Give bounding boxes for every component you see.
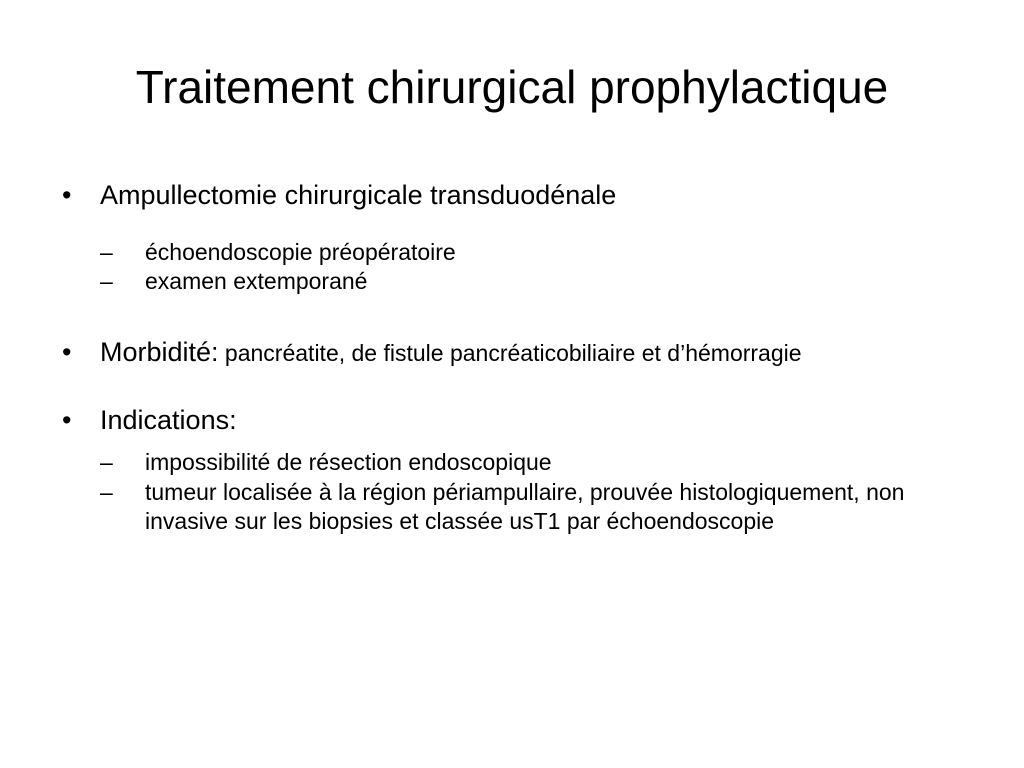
bullet-text: pancréatite, de fistule pancréaticobiliaire et d’hémorragie: [218, 339, 802, 366]
sub-text: impossibilité de résection endoscopique: [145, 449, 552, 476]
sub-item: [100, 448, 962, 477]
sub-item: [100, 478, 962, 537]
bullet-item: [62, 337, 962, 369]
sub-item: [100, 267, 962, 296]
dash-glyph: –: [100, 449, 113, 476]
sub-text: examen extemporané: [145, 268, 368, 295]
bullet-glyph: •: [62, 336, 72, 367]
dash-glyph: –: [100, 238, 113, 265]
slide-body: [62, 180, 962, 537]
sub-list: [100, 448, 962, 536]
bullet-item: [62, 180, 962, 212]
slide-title: Traitement chirurgical prophylactique: [135, 61, 889, 113]
bullet-glyph: •: [62, 180, 72, 210]
bullet-item: [62, 405, 962, 437]
dash-glyph: –: [100, 478, 113, 505]
bullet-glyph: •: [62, 404, 72, 435]
sub-text: échoendoscopie préopératoire: [145, 238, 456, 265]
bullet-lead: Morbidité:: [100, 336, 219, 367]
sub-item: [100, 238, 962, 267]
bullet-text: Indications:: [100, 404, 237, 435]
sub-list: [100, 238, 962, 297]
bullet-text: Ampullectomie chirurgicale transduodénale: [100, 180, 617, 210]
dash-glyph: –: [100, 268, 113, 295]
sub-text: tumeur localisée à la région périampullaire, prouvée histologiquement, non invasive sur les biopsies et classée usT1 par échoendoscopie: [145, 478, 905, 535]
